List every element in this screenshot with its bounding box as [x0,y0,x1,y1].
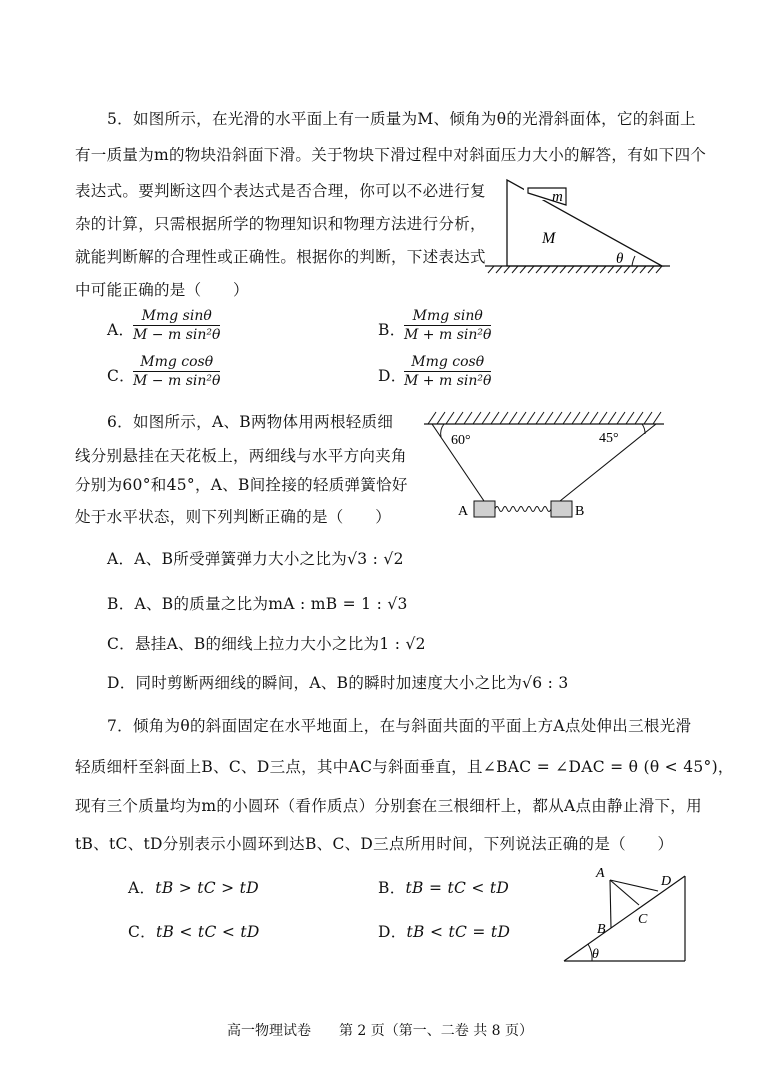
q7-line-4: tB、tC、tD分别表示小圆环到达B、C、D三点所用时间，下列说法正确的是（ ） [75,835,674,853]
q5-wedge-figure [480,172,680,277]
q5-option-c-label: C． [107,367,135,385]
q6-angle-arc-right [642,424,645,434]
q5-option-c-numerator: Mmg cosθ [133,354,220,372]
q6-spring [495,507,551,512]
q7-label-b: B [597,922,606,937]
q5-line-4: 杂的计算，只需根据所学的物理知识和物理方法进行分析， [75,215,486,233]
q6-option-b-label: B． [107,595,135,613]
q6-hanging-figure [420,400,675,525]
q5-line-5: 就能判断解的合理性或正确性。根据你的判断，下述表达式 [75,248,486,266]
q5-wedge-label: M [542,230,556,247]
q6-label-a: A [458,504,469,519]
q6-angle-right-label: 45° [599,431,619,446]
page-footer: 高一物理试卷 第 2 页（第一、二卷 共 8 页） [226,1023,534,1039]
q6-option-d-text: 同时剪断两细线的瞬间，A、B的瞬时加速度大小之比为√6 : 3 [135,674,569,692]
q5-line-3: 表达式。要判断这四个表达式是否合理，你可以不必进行复 [75,182,486,200]
q5-line-2: 有一质量为m的物块沿斜面下滑。关于物块下滑过程中对斜面压力大小的解答，有如下四个 [75,146,707,164]
q7-option-b-text: tB = tC < tD [405,879,510,897]
q5-line-6: 中可能正确的是（ ） [75,281,249,299]
q6-option-d-label: D． [107,674,136,692]
q7-line-3: 现有三个质量均为m的小圆环（看作质点）分别套在三根细杆上，都从A点由静止滑下，用 [75,797,702,815]
q7-line-1: 7．倾角为θ的斜面固定在水平地面上，在与斜面共面的平面上方A点处伸出三根光滑 [107,717,692,735]
q7-option-c-text: tB < tC < tD [155,923,260,941]
q7-option-b-label: B． [378,879,406,897]
q7-incline-figure [560,858,695,968]
q6-block-b [551,501,572,517]
q5-option-c-denominator: M − m sin²θ [133,373,221,389]
q6-option-c-text: 悬挂A、B的细线上拉力大小之比为1 : √2 [134,635,426,653]
q5-option-b-fraction [404,308,491,343]
q7-option-b [378,876,509,898]
q5-option-b-label: B． [378,321,406,339]
q7-label-a: A [596,866,605,881]
q5-angle-arc [632,256,635,266]
q6-line-4: 处于水平状态，则下列判断正确的是（ ） [75,508,392,526]
q7-option-d [378,920,510,942]
q6-option-a-text: A、B所受弹簧弹力大小之比为√3 : √2 [134,550,404,568]
q7-label-d: D [661,874,672,889]
q5-option-d-numerator: Mmg cosθ [404,354,491,372]
q6-option-a [107,547,404,569]
q7-option-c-label: C． [128,923,156,941]
q7-line-2: 轻质细杆至斜面上B、C、D三点，其中AC与斜面垂直，且∠BAC = ∠DAC = θ (θ < 45°)， [75,758,734,776]
q6-line-2: 线分别悬挂在天花板上，两细线与水平方向夹角 [75,447,407,465]
q5-option-b-numerator: Mmg sinθ [404,308,491,326]
q6-label-b: B [575,504,585,519]
q6-option-b-text: A、B的质量之比为mA : mB = 1 : √3 [134,595,408,613]
q7-option-d-text: tB < tC = tD [406,923,511,941]
q6-option-c-label: C． [107,635,135,653]
q6-line-1: 6．如图所示，A、B两物体用两根轻质细 [107,413,394,431]
q6-option-a-label: A． [107,550,135,568]
q5-block-label: m [552,189,563,205]
q7-option-c [128,920,260,942]
q5-option-c-fraction [133,354,220,389]
q5-option-a-label: A． [107,321,135,339]
q6-ceiling-hatch [428,412,661,424]
q5-line-1: 5．如图所示，在光滑的水平面上有一质量为M、倾角为θ的光滑斜面体，它的斜面上 [107,110,696,128]
q5-option-b-denominator: M + m sin²θ [404,327,492,343]
q5-option-a-denominator: M − m sin²θ [133,327,221,343]
q7-rod-ab [610,880,611,928]
q7-option-d-label: D． [378,923,407,941]
q5-angle-label: θ [616,251,624,267]
q6-block-a [474,501,495,517]
q7-option-a [128,876,259,898]
q5-option-d-label: D． [378,367,407,385]
q6-option-c [107,632,426,654]
q7-option-a-text: tB > tC > tD [155,879,259,897]
q5-option-d-fraction [404,354,491,389]
q6-angle-left-label: 60° [451,433,471,448]
q5-option-d-denominator: M + m sin²θ [404,373,492,389]
q6-option-d [107,671,569,693]
q7-option-a-label: A． [128,879,156,897]
q6-angle-arc-left [441,424,444,437]
q5-option-a-numerator: Mmg sinθ [133,308,220,326]
q5-ground-hatch [488,266,662,273]
q6-option-b [107,592,408,614]
q6-line-3: 分别为60°和45°，A、B间拴接的轻质弹簧恰好 [75,476,408,494]
q7-label-c: C [638,912,648,927]
q7-angle-label: θ [592,947,599,962]
q5-option-a-fraction [133,308,220,343]
